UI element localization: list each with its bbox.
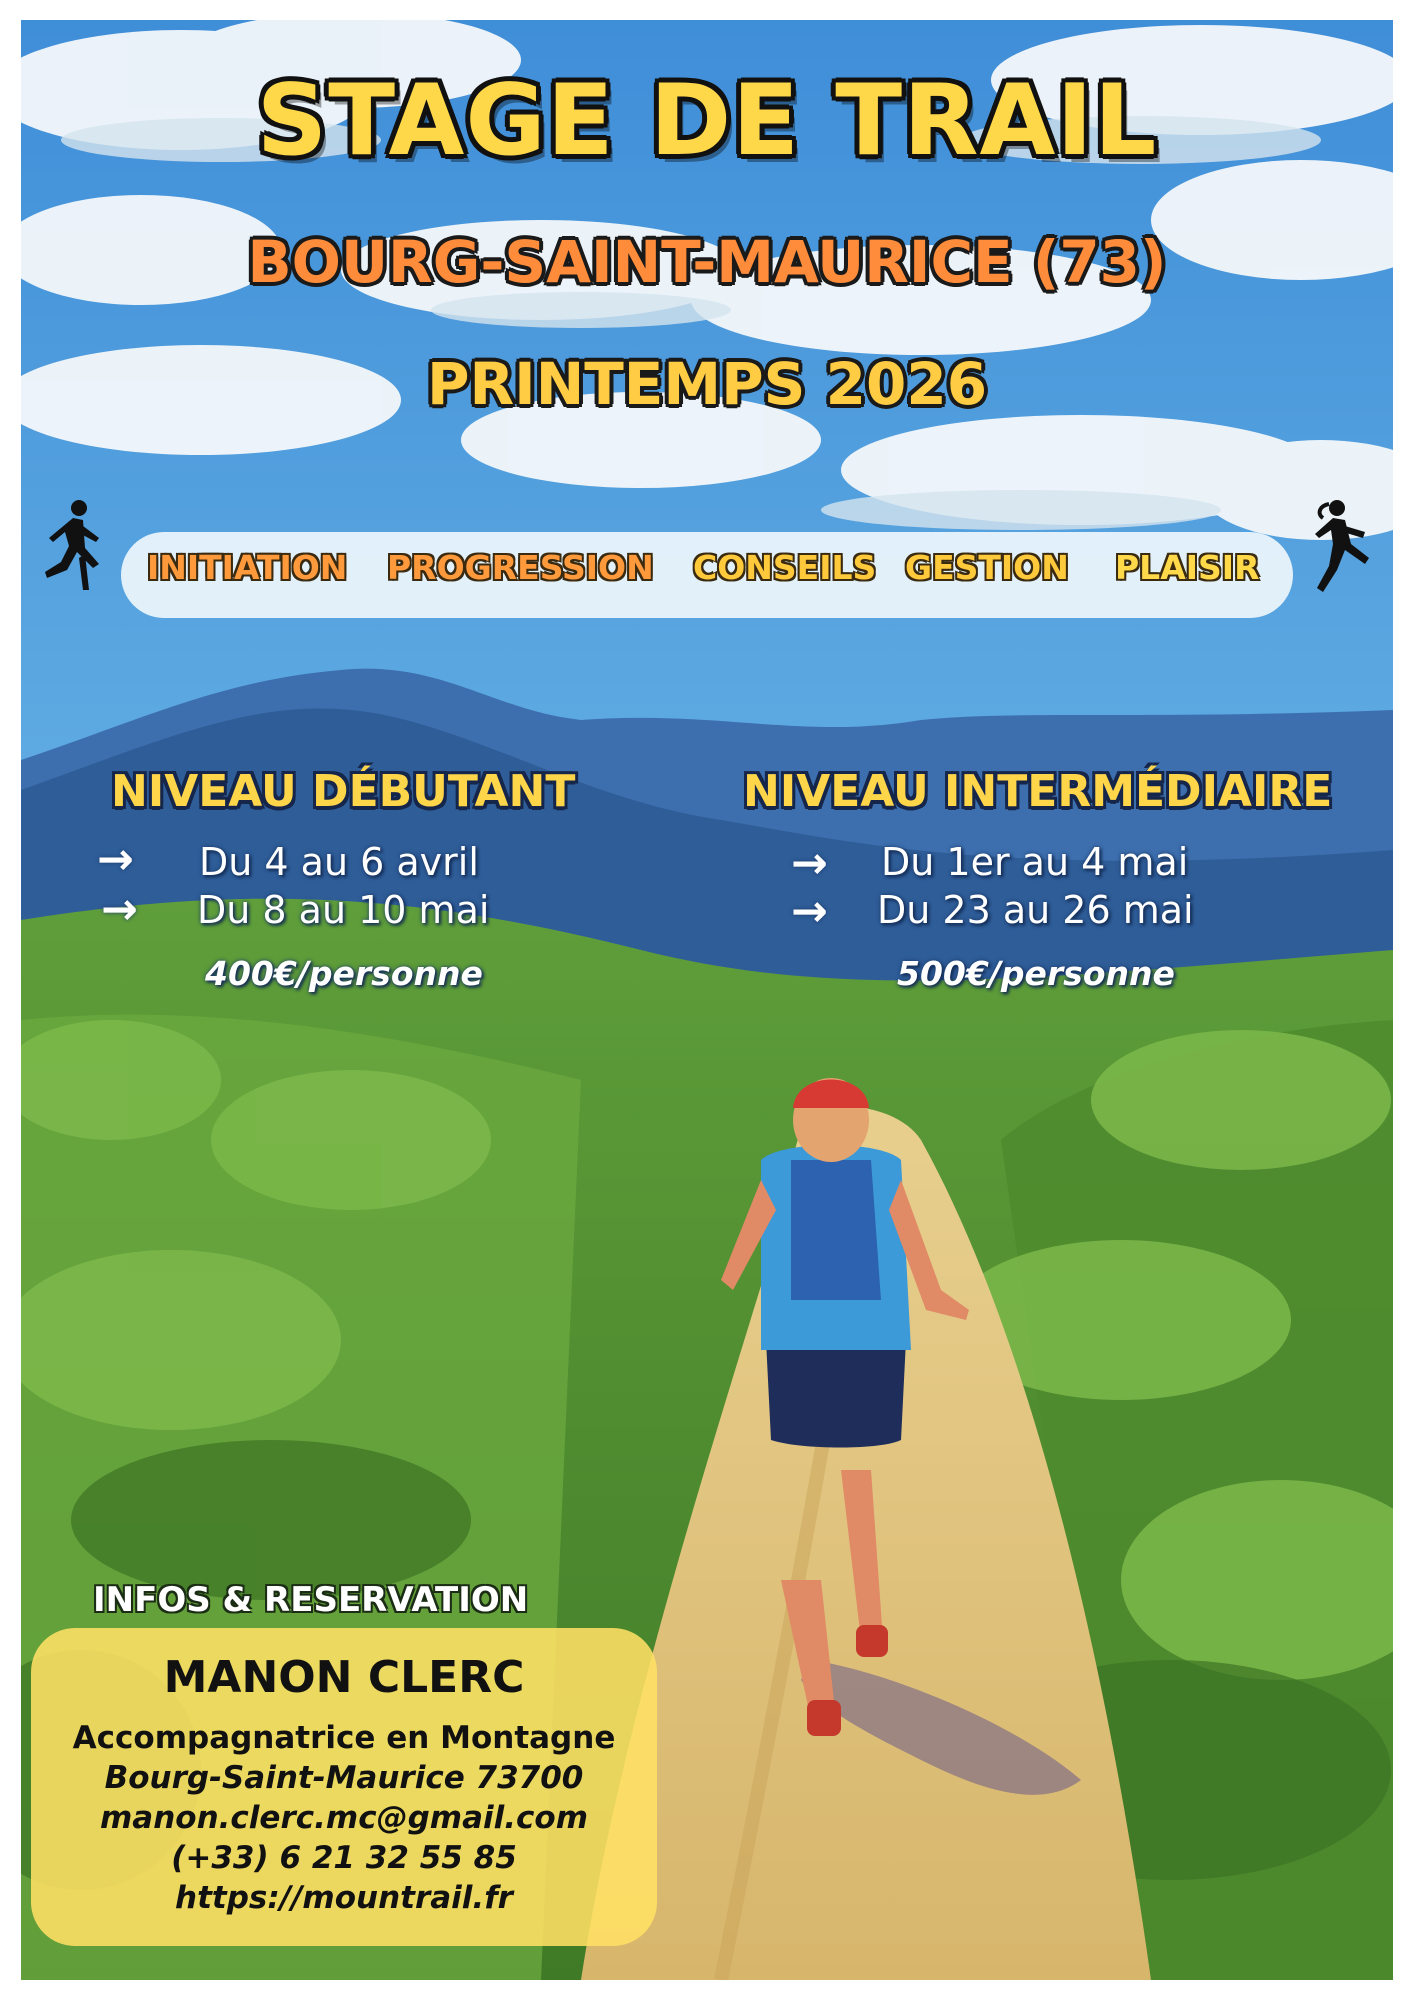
keyword-initiation: INITIATION <box>147 548 348 587</box>
contact-role: Accompagnatrice en Montagne <box>72 1720 616 1756</box>
contact-heading: INFOS & RESERVATION <box>93 1580 529 1620</box>
season-heading: PRINTEMPS 2026 <box>426 350 988 418</box>
contact-email[interactable]: manon.clerc.mc@gmail.com <box>100 1800 588 1836</box>
keyword-conseils: CONSEILS <box>693 548 877 587</box>
runner-woman-icon <box>1311 498 1377 596</box>
intermediate-price: 500€/personne <box>897 954 1175 993</box>
keyword-plaisir: PLAISIR <box>1115 548 1260 587</box>
beginner-date-1: Du 4 au 6 avril <box>199 840 479 884</box>
contact-address: Bourg-Saint-Maurice 73700 <box>104 1760 584 1796</box>
arrow-right-icon: → <box>791 838 828 889</box>
contact-website[interactable]: https://mountrail.fr <box>175 1880 513 1916</box>
keyword-progression: PROGRESSION <box>387 548 654 587</box>
contact-name: MANON CLERC <box>163 1652 525 1703</box>
keyword-gestion: GESTION <box>905 548 1069 587</box>
beginner-price: 400€/personne <box>205 954 483 993</box>
arrow-right-icon: → <box>791 886 828 937</box>
poster <box>21 20 1393 1980</box>
location-heading: BOURG-SAINT-MAURICE (73) <box>247 228 1167 296</box>
level-intermediate-heading: NIVEAU INTERMÉDIAIRE <box>743 766 1333 817</box>
poster-title: STAGE DE TRAIL <box>256 64 1158 178</box>
contact-phone[interactable]: (+33) 6 21 32 55 85 <box>171 1840 517 1876</box>
intermediate-date-1: Du 1er au 4 mai <box>881 840 1189 884</box>
arrow-right-icon: → <box>101 884 138 935</box>
beginner-date-2: Du 8 au 10 mai <box>197 888 490 932</box>
level-beginner-heading: NIVEAU DÉBUTANT <box>111 766 576 817</box>
intermediate-date-2: Du 23 au 26 mai <box>877 888 1194 932</box>
runner-man-icon <box>39 498 105 596</box>
arrow-right-icon: → <box>97 834 134 885</box>
